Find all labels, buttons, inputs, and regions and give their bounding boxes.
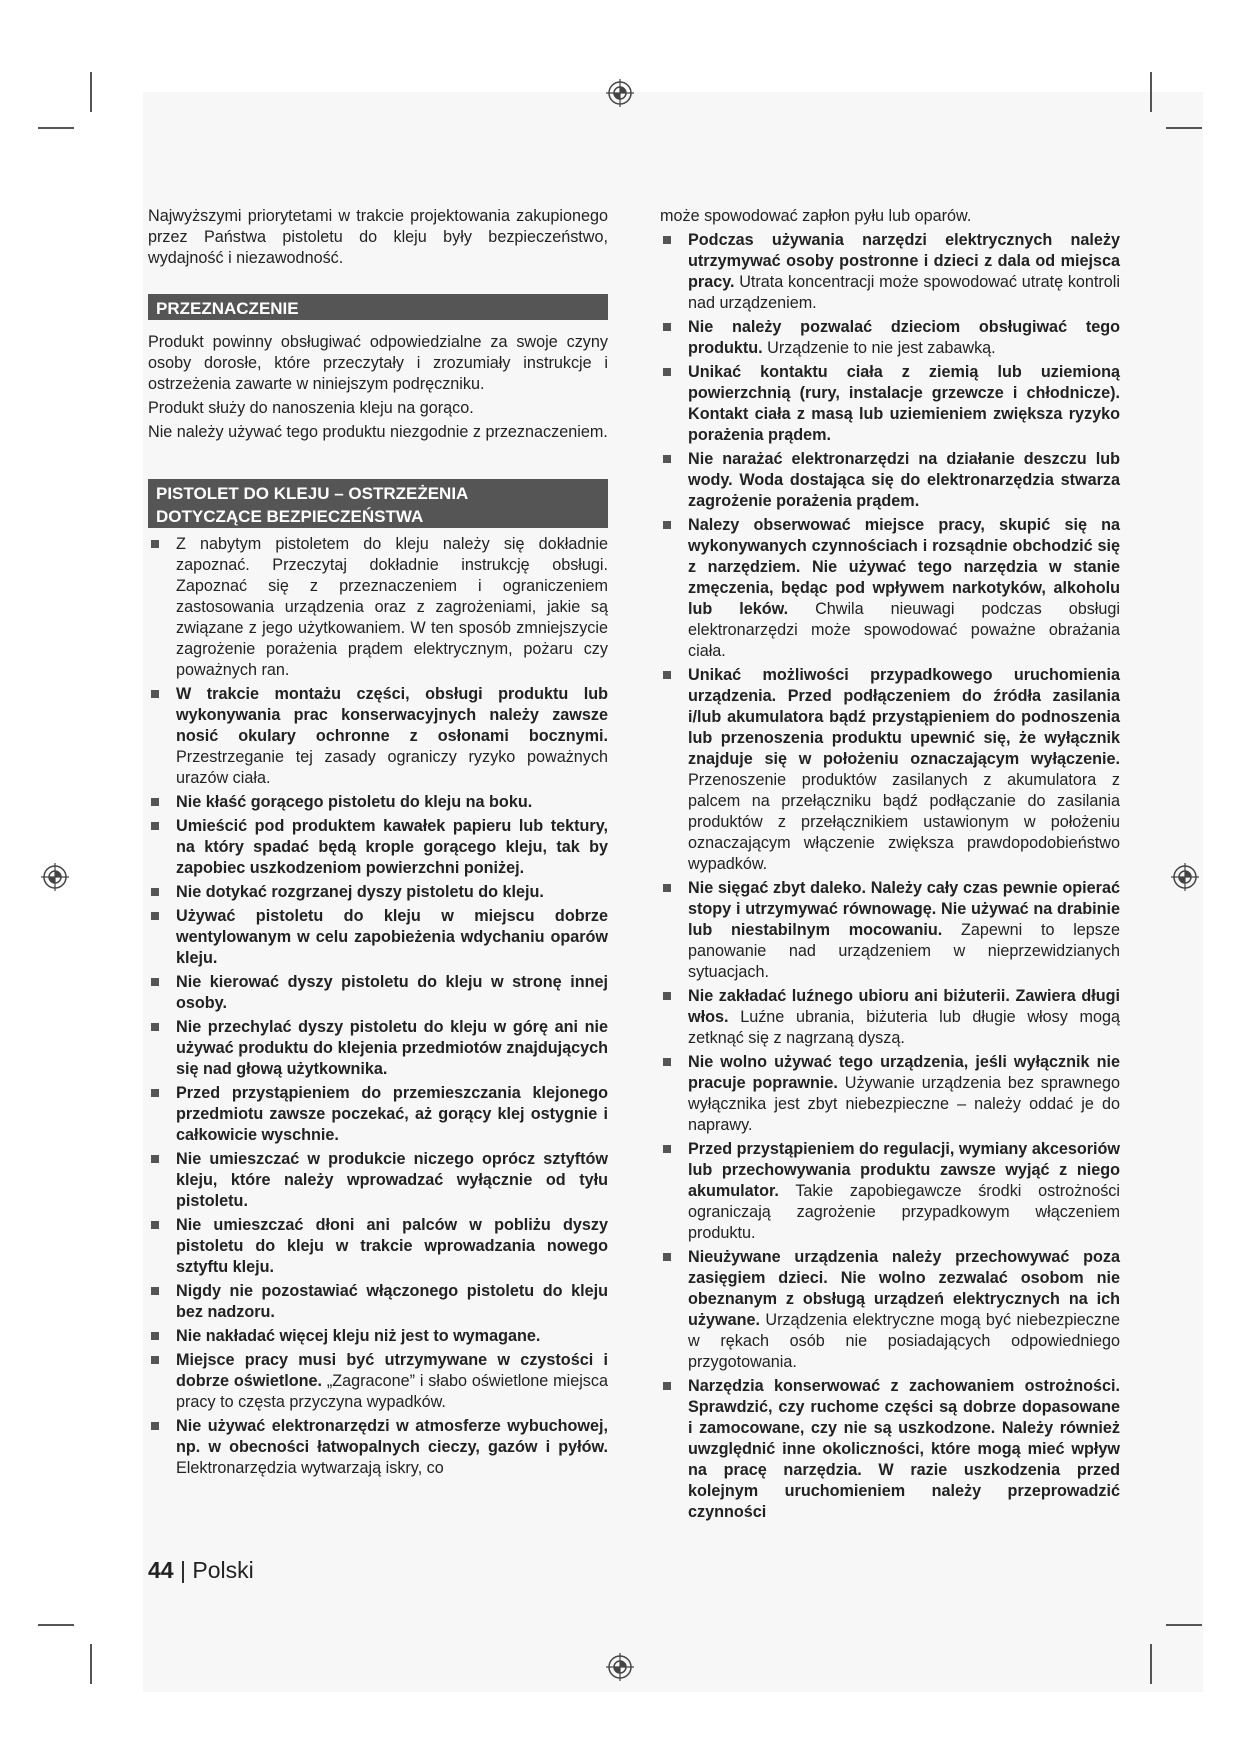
bullet-square-icon — [151, 690, 159, 698]
item-bold-text: Nie umieszczać w produkcie niczego oprócz sztyftów kleju, które należy wprowadzać wyłącznie od tyłu pistoletu. — [176, 1150, 608, 1210]
item-text: Elektronarzędzia wytwarzają iskry, co — [176, 1459, 444, 1477]
bullet-square-icon — [663, 1382, 671, 1390]
bullet-square-icon — [663, 992, 671, 1000]
bullet-square-icon — [663, 1145, 671, 1153]
bullet-square-icon — [151, 1023, 159, 1031]
list-item — [660, 1139, 1120, 1244]
section-header-line: PISTOLET DO KLEJU – OSTRZEŻENIA — [156, 484, 469, 503]
footer-language: Polski — [192, 1557, 254, 1583]
list-item — [148, 1326, 608, 1347]
crop-mark — [1150, 1644, 1152, 1684]
registration-mark-icon — [605, 1652, 635, 1682]
page-footer — [148, 1557, 254, 1584]
item-bold-text: Nieużywane urządzenia należy przechowywać poza zasięgiem dzieci. Nie wolno zezwalać osobom nie obeznanym z obsługą urządzeń elektrycznych na ich używane. — [688, 1248, 1120, 1329]
crop-mark — [90, 1644, 92, 1684]
item-bold-text: Nie dotykać rozgrzanej dyszy pistoletu do kleju. — [176, 883, 544, 901]
list-item — [148, 972, 608, 1014]
page-number: 44 — [148, 1557, 174, 1583]
footer-separator: | — [173, 1557, 193, 1583]
bullet-square-icon — [663, 1253, 671, 1261]
right-column — [660, 206, 1120, 1526]
crop-mark — [38, 1624, 74, 1626]
item-bold-text: Podczas używania narzędzi elektrycznych należy utrzymywać osoby postronne i dzieci z dala od miejsca pracy. — [688, 231, 1120, 291]
item-bold-text: W trakcie montażu części, obsługi produktu lub wykonywania prac konserwacyjnych należy zawsze nosić okulary ochronne z osłonami bocznymi. — [176, 685, 608, 745]
paragraph: Produkt powinny obsługiwać odpowiedzialne za swoje czyny osoby dorosłe, które przeczytały i zrozumiały instrukcje i ostrzeżenia zawarte w niniejszym podręczniku. — [148, 333, 608, 393]
item-text: Używanie urządzenia bez sprawnego wyłącznika jest zbyt niebezpieczne – należy oddać je do naprawy. — [688, 1074, 1120, 1134]
item-bold-text: Narzędzia konserwować z zachowaniem ostrożności. Sprawdzić, czy ruchome części są dobrze dopasowane i zamocowane, czy nie są uszkodzone. Należy również uwzględnić inne okoliczności, które mogą mieć wpływ na pracę narzędzia. W razie uszkodzenia przed kolejnym uruchomieniem należy przeprowadzić czynności — [688, 1377, 1120, 1521]
left-column — [148, 206, 608, 1482]
paragraph: Produkt służy do nanoszenia kleju na gorąco. — [148, 399, 474, 417]
item-bold-text: Umieścić pod produktem kawałek papieru lub tektury, na który spadać będą krople gorącego kleju, tak by zapobiec uszkodzeniom powierzchni poniżej. — [176, 817, 608, 877]
bullet-square-icon — [151, 978, 159, 986]
bullet-square-icon — [151, 912, 159, 920]
list-item — [148, 882, 608, 903]
item-bold-text: Nie kłaść gorącego pistoletu do kleju na boku. — [176, 793, 533, 811]
list-item — [148, 1416, 608, 1479]
item-bold-text: Nie przechylać dyszy pistoletu do kleju w górę ani nie używać produktu do klejenia przedmiotów znajdujących się nad głową użytkownika. — [176, 1018, 608, 1078]
item-bold-text: Nie sięgać zbyt daleko. Należy cały czas pewnie opierać stopy i utrzymywać równowagę. Nie używać na drabinie lub niestabilnym mocowaniu. — [688, 879, 1120, 939]
bullet-square-icon — [663, 1058, 671, 1066]
registration-mark-icon — [1170, 862, 1200, 892]
list-item — [148, 1149, 608, 1212]
item-text: Urządzenia elektryczne mogą być niebezpieczne w rękach osób nie posiadających odpowiedniego przygotowania. — [688, 1311, 1120, 1371]
list-item — [660, 362, 1120, 446]
list-item — [148, 1083, 608, 1146]
section-header-safety-warnings — [148, 479, 608, 528]
item-bold-text: Nie używać elektronarzędzi w atmosferze wybuchowej, np. w obecności łatwopalnych cieczy, gazów i pyłów. — [176, 1417, 608, 1456]
item-bold-text: Unikać możliwości przypadkowego uruchomienia urządzenia. Przed podłączeniem do źródła zasilania i/lub akumulatora bądź przystąpieniem do podnoszenia lub przenoszenia produktu upewnić się, że wyłącznik znajduje się w położeniu oznaczającym wyłączenie. — [688, 666, 1120, 768]
bullet-square-icon — [151, 1089, 159, 1097]
bullet-square-icon — [663, 323, 671, 331]
item-bold-text: Unikać kontaktu ciała z ziemią lub uziemioną powierzchnią (rury, instalacje grzewcze i chłodnicze). Kontakt ciała z masą lub uziemieniem zwiększa ryzyko porażenia prądem. — [688, 363, 1120, 444]
item-bold-text: Miejsce pracy musi być utrzymywane w czystości i dobrze oświetlone. — [176, 1351, 608, 1390]
item-bold-text: Przed przystąpieniem do regulacji, wymiany akcesoriów lub przechowywania produktu zawsze wyjąć z niego akumulator. — [688, 1140, 1120, 1200]
bullet-square-icon — [663, 884, 671, 892]
list-item — [148, 534, 608, 681]
list-item — [660, 1052, 1120, 1136]
list-item — [148, 1215, 608, 1278]
intro-paragraph: Najwyższymi priorytetami w trakcie projektowania zakupionego przez Państwa pistoletu do kleju były bezpieczeństwo, wydajność i niezawodność. — [148, 207, 608, 267]
list-item — [660, 317, 1120, 359]
crop-mark — [1166, 1624, 1202, 1626]
item-bold-text: Nie wolno używać tego urządzenia, jeśli wyłącznik nie pracuje poprawnie. — [688, 1053, 1120, 1092]
crop-mark — [1166, 127, 1202, 129]
list-item — [148, 1350, 608, 1413]
bullet-square-icon — [151, 1155, 159, 1163]
item-bold-text: Nie nakładać więcej kleju niż jest to wymagane. — [176, 1327, 541, 1345]
item-bold-text: Nie narażać elektronarzędzi na działanie deszczu lub wody. Woda dostająca się do elektronarzędzia stwarza zagrożenie porażenia prądem. — [688, 450, 1120, 510]
warnings-list-left — [148, 534, 608, 1479]
item-text: Luźne ubrania, biżuteria lub długie włosy mogą zetknąć się z nagrzaną dyszą. — [688, 1008, 1120, 1047]
bullet-square-icon — [663, 455, 671, 463]
list-item — [660, 1376, 1120, 1523]
item-text: Urządzenie to nie jest zabawką. — [762, 339, 996, 357]
list-item — [660, 449, 1120, 512]
item-bold-text: Nigdy nie pozostawiać włączonego pistoletu do kleju bez nadzoru. — [176, 1282, 608, 1321]
bullet-square-icon — [151, 540, 159, 548]
item-bold-text: Nalezy obserwować miejsce pracy, skupić się na wykonywanych czynnościach i rozsądnie obchodzić się z narzędziem. Nie używać tego narzędzia w stanie zmęczenia, będąc pod wpływem narkotyków, alkoholu lub leków. — [688, 516, 1120, 618]
item-text: Utrata koncentracji może spowodować utratę kontroli nad urządzeniem. — [688, 273, 1120, 312]
bullet-square-icon — [663, 236, 671, 244]
warnings-list-right — [660, 230, 1120, 1523]
item-text: „Zagracone” i słabo oświetlone miejsca pracy to częsta przyczyna wypadków. — [176, 1372, 608, 1411]
section-header-line: DOTYCZĄCE BEZPIECZEŃSTWA — [156, 507, 424, 526]
list-item — [660, 230, 1120, 314]
list-item — [660, 878, 1120, 983]
item-bold-text: Nie należy pozwalać dzieciom obsługiwać tego produktu. — [688, 318, 1120, 357]
bullet-square-icon — [151, 888, 159, 896]
item-text: Zapewni to lepsze panowanie nad urządzeniem w nieprzewidzianych sytuacjach. — [688, 921, 1120, 981]
list-item — [148, 792, 608, 813]
crop-mark — [90, 72, 92, 112]
paragraph: Nie należy używać tego produktu niezgodnie z przeznaczeniem. — [148, 423, 608, 441]
item-bold-text: Nie zakładać luźnego ubioru ani biżuterii. Zawiera długi włos. — [688, 987, 1120, 1026]
registration-mark-icon — [605, 78, 635, 108]
bullet-square-icon — [151, 1332, 159, 1340]
crop-mark — [1150, 72, 1152, 112]
list-item — [148, 1281, 608, 1323]
list-item — [660, 1247, 1120, 1373]
continued-text: może spowodować zapłon pyłu lub oparów. — [660, 207, 972, 225]
item-text: Przenoszenie produktów zasilanych z akumulatora z palcem na przełączniku bądź podłączanie do zasilania produktów z przełącznikiem ustawionym w położeniu oznaczającym włączenie zwiększa prawdopodobieństwo wypadków. — [688, 771, 1120, 873]
bullet-square-icon — [151, 1422, 159, 1430]
item-bold-text: Nie umieszczać dłoni ani palców w pobliżu dyszy pistoletu do kleju w trakcie wprowadzania nowego sztyftu kleju. — [176, 1216, 608, 1276]
registration-mark-icon — [40, 862, 70, 892]
bullet-square-icon — [663, 671, 671, 679]
list-item — [148, 816, 608, 879]
list-item — [660, 986, 1120, 1049]
item-text: Chwila nieuwagi podczas obsługi elektronarzędzi może spowodować poważne obrażania ciała. — [688, 600, 1120, 660]
crop-mark — [38, 127, 74, 129]
list-item — [148, 906, 608, 969]
item-text: Z nabytym pistoletem do kleju należy się dokładnie zapoznać. Przeczytaj dokładnie instrukcję obsługi. Zapoznać się z przeznaczeniem i ograniczeniem zastosowania urządzenia oraz z zagrożeniami, jakie są związane z jego użytkowaniem. W ten sposób zmniejszycie zagrożenie porażenia prądem elektrycznym, pożaru czy poważnych ran. — [176, 535, 608, 679]
list-item — [148, 684, 608, 789]
section-header-przeznaczenie: PRZEZNACZENIE — [148, 294, 608, 320]
bullet-square-icon — [663, 368, 671, 376]
bullet-square-icon — [663, 521, 671, 529]
bullet-square-icon — [151, 1221, 159, 1229]
list-item — [660, 665, 1120, 875]
item-bold-text: Nie kierować dyszy pistoletu do kleju w stronę innej osoby. — [176, 973, 608, 1012]
bullet-square-icon — [151, 1356, 159, 1364]
list-item — [660, 515, 1120, 662]
bullet-square-icon — [151, 822, 159, 830]
item-text: Przestrzeganie tej zasady ograniczy ryzyko poważnych urazów ciała. — [176, 748, 608, 787]
list-item — [148, 1017, 608, 1080]
item-bold-text: Używać pistoletu do kleju w miejscu dobrze wentylowanym w celu zapobieżenia wdychaniu oparów kleju. — [176, 907, 608, 967]
bullet-square-icon — [151, 798, 159, 806]
item-text: Takie zapobiegawcze środki ostrożności ograniczają zagrożenie przypadkowym włączeniem produktu. — [688, 1182, 1120, 1242]
item-bold-text: Przed przystąpieniem do przemieszczania klejonego przedmiotu zawsze poczekać, aż gorący klej ostygnie i całkowicie wyschnie. — [176, 1084, 608, 1144]
bullet-square-icon — [151, 1287, 159, 1295]
